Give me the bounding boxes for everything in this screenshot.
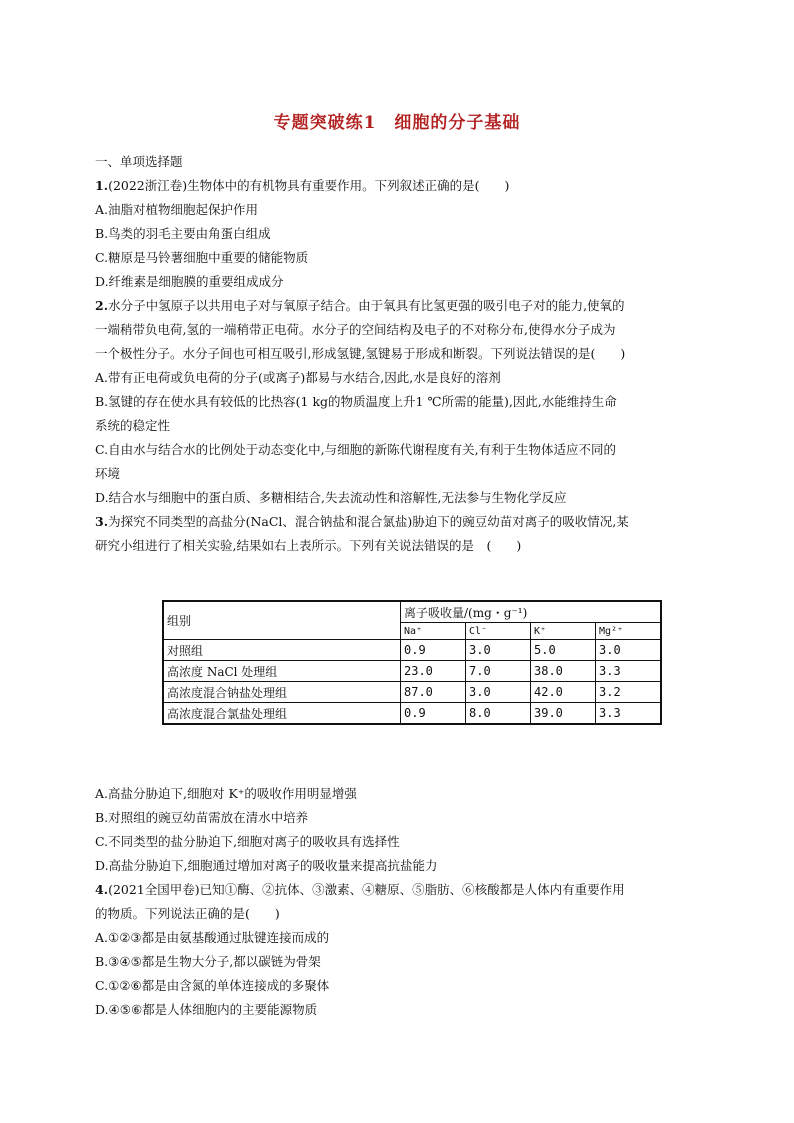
- table-row: [163, 682, 661, 703]
- row-value-mg: 3.3: [596, 703, 662, 725]
- row-value-na: 23.0: [401, 661, 466, 682]
- row-value-cl: 8.0: [466, 703, 531, 725]
- table-header-group: 组别: [163, 601, 401, 640]
- q3-option-b: B.对照组的豌豆幼苗需放在清水中培养: [95, 810, 309, 825]
- table-row: [163, 703, 661, 725]
- table-header-value: 离子吸收量/(mg・g⁻¹): [401, 601, 662, 623]
- q1-option-c: C.糖原是马铃薯细胞中重要的储能物质: [95, 250, 309, 265]
- q2-option-a: A.带有正电荷或负电荷的分子(或离子)都易与水结合,因此,水是良好的溶剂: [95, 370, 501, 385]
- row-value-k: 5.0: [531, 640, 596, 661]
- questions-top: [95, 150, 695, 558]
- row-value-cl: 3.0: [466, 682, 531, 703]
- page-title: 专题突破练1 细胞的分子基础: [273, 113, 521, 133]
- q3-option-d: D.高盐分胁迫下,细胞通过增加对离子的吸收量来提高抗盐能力: [95, 858, 438, 873]
- q2-number: 2.: [95, 298, 109, 313]
- row-group: 高浓度 NaCl 处理组: [163, 661, 401, 682]
- q3-option-a: A.高盐分胁迫下,细胞对 K⁺的吸收作用明显增强: [95, 786, 357, 801]
- q1-number: 1.: [95, 178, 109, 193]
- q3-stem-line-2: 研究小组进行了相关实验,结果如右上表所示。下列有关说法错误的是 ( ): [95, 538, 522, 553]
- row-value-k: 39.0: [531, 703, 596, 725]
- table-row: [163, 661, 661, 682]
- row-value-mg: 3.2: [596, 682, 662, 703]
- row-group: 高浓度混合氯盐处理组: [163, 703, 401, 725]
- q1-option-b: B.鸟类的羽毛主要由角蛋白组成: [95, 226, 271, 241]
- q2-option-c: C.自由水与结合水的比例处于动态变化中,与细胞的新陈代谢程度有关,有利于生物体适应不同的: [95, 442, 617, 457]
- ion-cl: Cl⁻: [466, 623, 531, 640]
- ion-na: Na⁺: [401, 623, 466, 640]
- q4-option-d: D.④⑤⑥都是人体细胞内的主要能源物质: [95, 1002, 318, 1017]
- q2-option-c-cont: 环境: [95, 466, 121, 481]
- row-value-cl: 3.0: [466, 640, 531, 661]
- section-heading: 一、单项选择题: [95, 154, 183, 169]
- q2-stem-line-3: 一个极性分子。水分子间也可相互吸引,形成氢键,氢键易于形成和断裂。下列说法错误的是( ): [95, 346, 626, 361]
- ion-absorption-table: [162, 600, 662, 725]
- row-value-k: 42.0: [531, 682, 596, 703]
- row-group: 高浓度混合钠盐处理组: [163, 682, 401, 703]
- q2-option-b: B.氢键的存在使水具有较低的比热容(1 kg的物质温度上升1 ℃所需的能量),因此,水能维持生命: [95, 394, 617, 409]
- row-value-na: 87.0: [401, 682, 466, 703]
- q4-number: 4.: [95, 882, 109, 897]
- q3-stem-text: 为探究不同类型的高盐分(NaCl、混合钠盐和混合氯盐)胁迫下的豌豆幼苗对离子的吸收情况,某: [108, 514, 629, 529]
- row-value-k: 38.0: [531, 661, 596, 682]
- questions-bottom: [95, 782, 695, 1022]
- q2-option-d: D.结合水与细胞中的蛋白质、多糖相结合,失去流动性和溶解性,无法参与生物化学反应: [95, 490, 567, 505]
- q1-option-d: D.纤维素是细胞膜的重要组成成分: [95, 274, 284, 289]
- q2-stem-line-1: [95, 294, 695, 318]
- table-header-row: [163, 601, 661, 623]
- row-value-mg: 3.0: [596, 640, 662, 661]
- ion-mg: Mg²⁺: [596, 623, 662, 640]
- q1-stem-text: (2022浙江卷)生物体中的有机物具有重要作用。下列叙述正确的是( ): [108, 178, 510, 193]
- q4-stem-text: (2021全国甲卷)已知①酶、②抗体、③激素、④糖原、⑤脂肪、⑥核酸都是人体内有重要作用: [108, 882, 625, 897]
- row-group: 对照组: [163, 640, 401, 661]
- q4-option-a: A.①②③都是由氨基酸通过肽键连接而成的: [95, 930, 330, 945]
- row-value-na: 0.9: [401, 703, 466, 725]
- q2-stem-text: 水分子中氢原子以共用电子对与氧原子结合。由于氧具有比氢更强的吸引电子对的能力,使氧的: [108, 298, 625, 313]
- q1-option-a: A.油脂对植物细胞起保护作用: [95, 202, 259, 217]
- q4-stem-line-2: 的物质。下列说法正确的是( ): [95, 906, 280, 921]
- q4-stem-line-1: [95, 878, 695, 902]
- q1-stem: [95, 174, 695, 198]
- q3-option-c: C.不同类型的盐分胁迫下,细胞对离子的吸收具有选择性: [95, 834, 400, 849]
- q2-stem-line-2: 一端稍带负电荷,氢的一端稍带正电荷。水分子的空间结构及电子的不对称分布,使得水分子成为: [95, 322, 616, 337]
- q4-option-b: B.③④⑤都是生物大分子,都以碳链为骨架: [95, 954, 321, 969]
- q3-number: 3.: [95, 514, 109, 529]
- q2-option-b-cont: 系统的稳定性: [95, 418, 171, 433]
- row-value-mg: 3.3: [596, 661, 662, 682]
- row-value-cl: 7.0: [466, 661, 531, 682]
- table-row: [163, 640, 661, 661]
- q3-stem-line-1: [95, 510, 695, 534]
- row-value-na: 0.9: [401, 640, 466, 661]
- q4-option-c: C.①②⑥都是由含氮的单体连接成的多聚体: [95, 978, 330, 993]
- ion-k: K⁺: [531, 623, 596, 640]
